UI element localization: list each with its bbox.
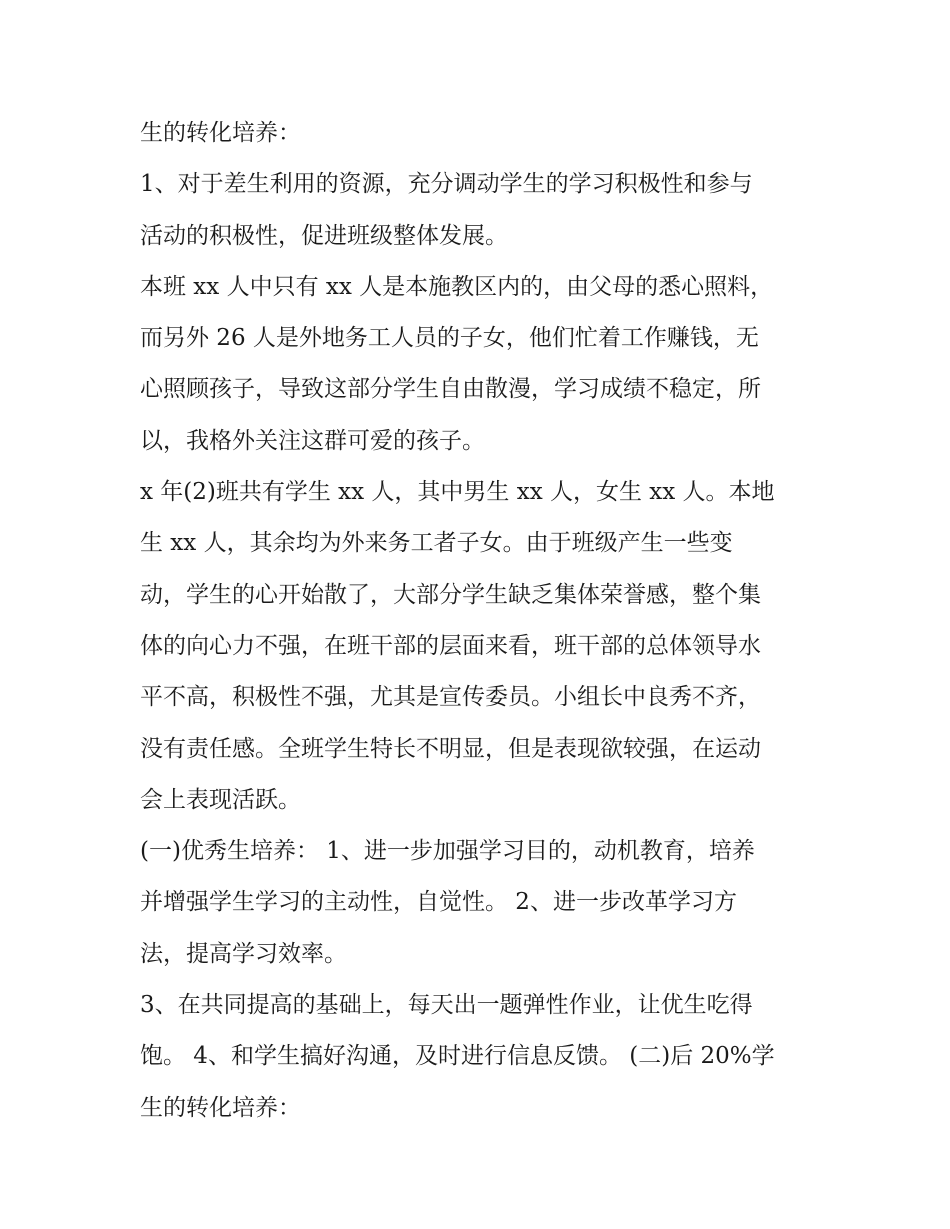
- text-line: 而另外 26 人是外地务工人员的子女，他们忙着工作赚钱，无: [140, 325, 759, 352]
- text-line: 生的转化培养：: [140, 120, 301, 146]
- document-body: [140, 108, 820, 1134]
- text-line: 体的向心力不强，在班干部的层面来看，班干部的总体领导水: [140, 632, 761, 659]
- text-line: 本班 xx 人中只有 xx 人是本施教区内的，由父母的悉心照料，: [140, 273, 774, 300]
- text-line: 动，学生的心开始散了，大部分学生缺乏集体荣誉感，整个集: [140, 581, 761, 608]
- text-line: 会上表现活跃。: [140, 786, 301, 813]
- text-line: 以，我格外关注这群可爱的孩子。: [140, 427, 485, 454]
- text-line: 活动的积极性，促进班级整体发展。: [140, 222, 508, 249]
- text-line: 生的转化培养：: [140, 1094, 301, 1121]
- text-line: 没有责任感。全班学生特长不明显，但是表现欲较强，在运动: [140, 735, 761, 762]
- text-line: 心照顾孩子，导致这部分学生自由散漫，学习成绩不稳定，所: [140, 376, 761, 403]
- text-line: 法，提高学习效率。: [140, 940, 347, 967]
- text-line: 生 xx 人，其余均为外来务工者子女。由于班级产生一些变: [140, 530, 733, 557]
- text-line: (一)优秀生培养： 1、进一步加强学习目的，动机教育，培养: [140, 838, 755, 865]
- text-line: x 年(2)班共有学生 xx 人，其中男生 xx 人，女生 xx 人。本地: [140, 479, 775, 506]
- text-line: 1、对于差生利用的资源，充分调动学生的学习积极性和参与: [140, 171, 753, 198]
- text-line: 饱。 4、和学生搞好沟通，及时进行信息反馈。 (二)后 20%学: [140, 1043, 775, 1070]
- text-line: 并增强学生学习的主动性，自觉性。 2、进一步改革学习方: [140, 889, 737, 916]
- text-line: 3、在共同提高的基础上，每天出一题弹性作业，让优生吃得: [140, 992, 753, 1019]
- text-line: 平不高，积极性不强，尤其是宣传委员。小组长中良秀不齐，: [140, 684, 761, 711]
